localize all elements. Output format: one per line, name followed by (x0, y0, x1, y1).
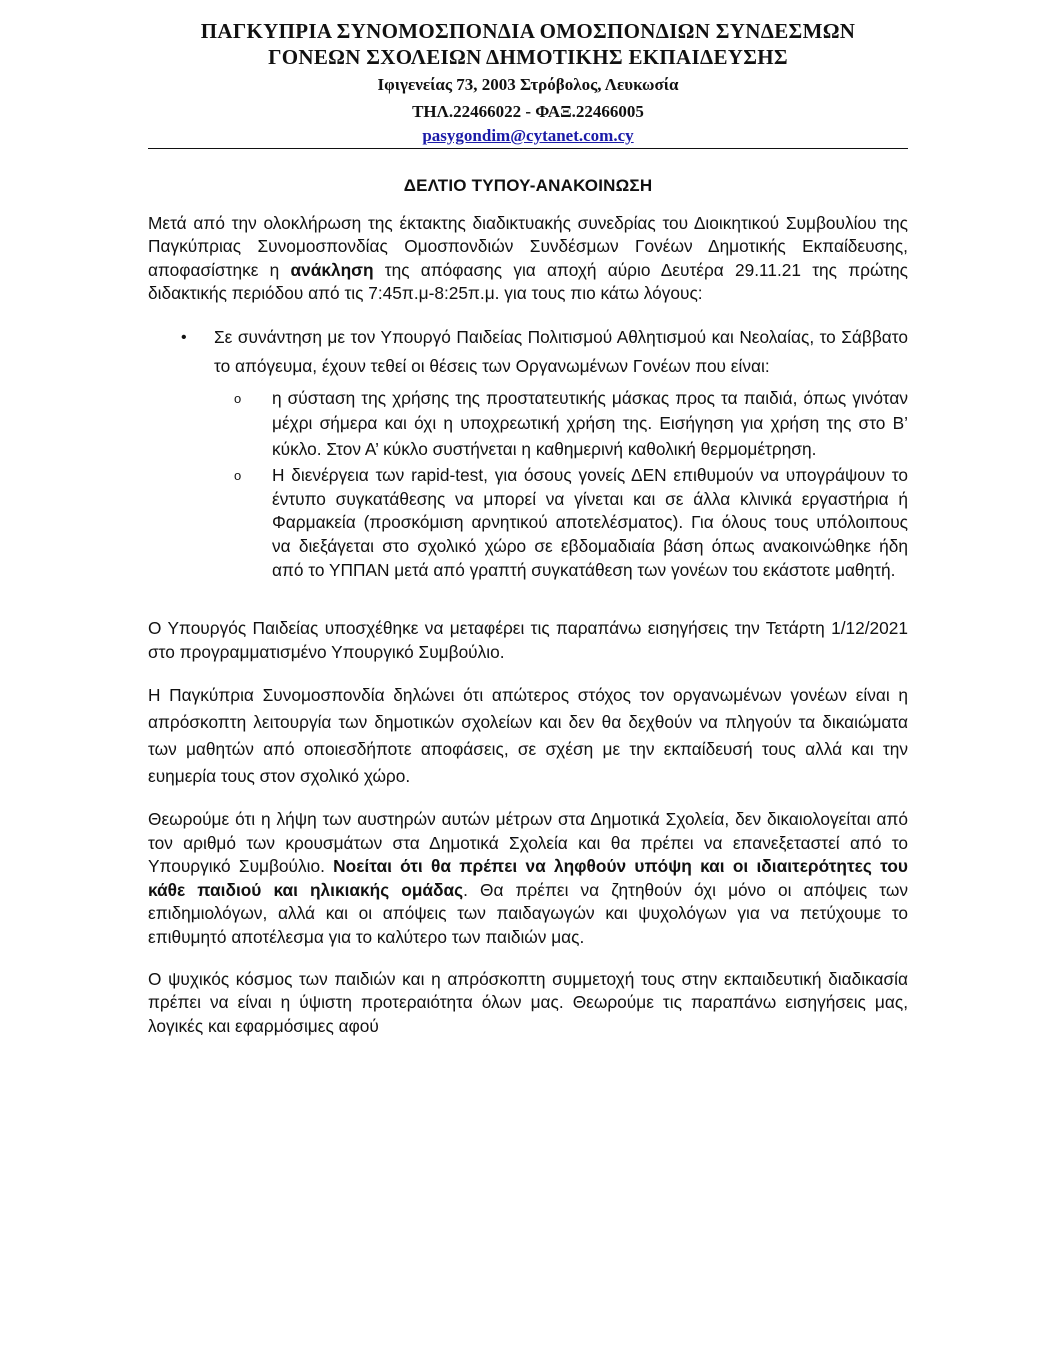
sub-item-text-rapid-test: Η διενέργεια των rapid-test, για όσους γονείς ΔΕΝ επιθυμούν να υπογράψουν το έντυπο συγκατάθεσης να μπορεί να γίνεται και σε άλλα κλινικά εργαστήρια ή Φαρμακεία (προσκόμιση αρνητικού αποτελέσματος). Για όλους τους υπόλοιπους να διεξάγεται στο σχολικό χώρο σε εβδομαδιαία βάση όπως ανακοινώθηκε ήδη από το ΥΠΠΑΝ μετά από γραπτή συγκατάθεση των γονέων του εκάστοτε μαθητή. (272, 465, 908, 580)
document-body (148, 212, 908, 1038)
federation-paragraph: Η Παγκύπρια Συνομοσπονδία δηλώνει ότι απώτερος στόχος τον οργανωμένων γονέων είναι η απρόσκοπτη λειτουργία των δημοτικών σχολείων και δεν θα δεχθούν να πληγούν τα δικαιώματα των μαθητών από οποιεσδήποτε αποφάσεις, σε σχέση με την εκπαίδευσή τους αλλά και την ευημερία τους στον σχολικό χώρο. (148, 685, 908, 787)
bullet-icon: • (181, 328, 187, 346)
circle-bullet-icon: o (234, 468, 242, 484)
intro-bold-word: ανάκληση (290, 259, 374, 280)
organization-address: Ιφιγενείας 73, 2003 Στρόβολος, Λευκωσία (377, 75, 679, 94)
organization-email-link[interactable]: pasygondim@cytanet.com.cy (422, 126, 634, 145)
bullet-text: Σε συνάντηση με τον Υπουργό Παιδείας Πολιτισμού Αθλητισμού και Νεολαίας, το Σάββατο το απόγευμα, έχουν τεθεί οι θέσεις των Οργανωμένων Γονέων που είναι: (214, 326, 908, 377)
intro-text-end: της απόφασης για αποχή αύριο Δευτέρα 29.11.21 της πρώτης διδακτικής περιόδου από τις 7:45π.μ-8:25π.μ. για τους πιο κάτω λόγους: (148, 259, 908, 304)
circle-bullet-icon: o (234, 390, 242, 406)
letterhead-divider (148, 148, 908, 149)
bullet-item (148, 323, 908, 582)
organization-name-line1: ΠΑΓΚΥΠΡΙΑ ΣΥΝΟΜΟΣΠΟΝΔΙΑ ΟΜΟΣΠΟΝΔΙΩΝ ΣΥΝΔΕΣΜΩΝ (200, 19, 856, 43)
letterhead (148, 18, 908, 147)
measures-bold-text: Νοείται ότι θα πρέπει να ληφθούν υπόψη και οι ιδιαιτερότητες του κάθε παιδιού και ηλικιακής ομάδας (148, 856, 908, 900)
intro-paragraph (148, 212, 908, 306)
document-title: ΔΕΛΤΙΟ ΤΥΠΟΥ-ΑΝΑΚΟΙΝΩΣΗ (403, 176, 653, 195)
minister-paragraph: Ο Υπουργός Παιδείας υποσχέθηκε να μεταφέρει τις παραπάνω εισηγήσεις την Τετάρτη 1/12/2021 στο προγραμματισμένο Υπουργικό Συμβούλιο. (148, 618, 908, 662)
measures-text-end: . Θα πρέπει να ζητηθούν όχι μόνο οι απόψεις των επιδημιολόγων, αλλά και οι απόψεις των παιδαγωγών και ψυχολόγων για να πετύχουμε το επιθυμητό αποτέλεσμα για το καλύτερο των παιδιών μας. (148, 879, 908, 948)
organization-name-line2: ΓΟΝΕΩΝ ΣΧΟΛΕΙΩΝ ΔΗΜΟΤΙΚΗΣ ΕΚΠΑΙΔΕΥΣΗΣ (268, 45, 788, 69)
sub-list (214, 386, 908, 582)
sub-list-item (234, 464, 908, 582)
measures-paragraph (148, 808, 908, 950)
intro-text-start: Μετά από την ολοκλήρωση της έκτακτης διαδικτυακής συνεδρίας του Διοικητικού Συμβουλίου της Παγκύπριας Συνομοσπονδίας Ομοσπονδιών Συνδέσμων Γονέων Δημοτικής Εκπαίδευσης, αποφασίστηκε η (148, 213, 908, 280)
organization-phone-fax: ΤΗΛ.22466022 - ΦΑΞ.22466005 (412, 102, 644, 121)
sub-list-item (234, 386, 908, 463)
measures-text-start: Θεωρούμε ότι η λήψη των αυστηρών αυτών μέτρων στα Δημοτικά Σχολεία, δεν δικαιολογείται από τον αριθμό των κρουσμάτων στα Δημοτικά Σχολεία και θα πρέπει να επανεξεταστεί από το Υπουργικό Συμβούλιο. (148, 809, 908, 877)
sub-item-text-mask: η σύσταση της χρήσης της προστατευτικής μάσκας προς τα παιδιά, όπως γινόταν μέχρι σήμερα και όχι η υποχρεωτική χρήση της. Εισήγηση για χρήση της στο Β’ κύκλο. Στον Α’ κύκλο συστήνεται η καθημερινή καθολική θερμομέτρηση. (272, 387, 908, 459)
wellbeing-paragraph: Ο ψυχικός κόσμος των παιδιών και η απρόσκοπτη συμμετοχή τους στην εκπαιδευτική διαδικασία πρέπει να είναι η ύψιστη προτεραιότητα όλων μας. Θεωρούμε τις παραπάνω εισηγήσεις μας, λογικές και εφαρμόσιμες αφού (148, 968, 908, 1036)
